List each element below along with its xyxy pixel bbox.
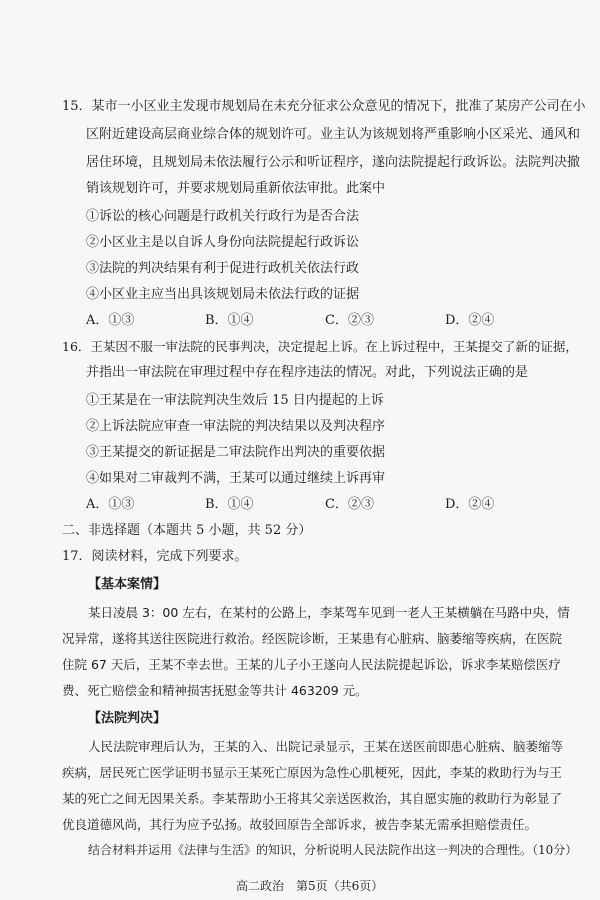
q16-item-1: ①王某是在一审法院判决生效后 15 日内提起的上诉 (86, 393, 384, 408)
q15-item-2: ②小区业主是以自诉人身份向法院提起行政诉讼 (86, 235, 360, 250)
q15-line-3: 居住环境，且规划局未依法履行公示和听证程序，遂向法院提起行政诉讼。法院判决撤 (86, 155, 581, 170)
q15-option-d: D．②④ (445, 313, 495, 328)
q16-item-2: ②上诉法院应审查一审法院的判决结果以及判决程序 (86, 419, 386, 434)
q16-option-c: C．②③ (325, 497, 374, 512)
q15-option-a: A．①③ (86, 313, 135, 328)
q15-item-4: ④小区业主应当出具该规划局未依法行政的证据 (86, 287, 360, 302)
q17-case-heading: 【基本案情】 (88, 577, 167, 592)
q17-case-line-4: 费、死亡赔偿金和精神损害抚慰金等共计 463209 元。 (62, 683, 368, 698)
q16-line-2: 并指出一审法院在审理过程中存在程序违法的情况。对此，下列说法正确的是 (86, 365, 529, 380)
q17-case-line-1: 某日凌晨 3：00 左右，在某村的公路上，李某驾车见到一老人王某横躺在马路中央，情 (88, 605, 570, 620)
q16-option-b: B．①④ (205, 497, 254, 512)
q17-judgment-line-1: 人民法院审理后认为，王某的入、出院记录显示，王某在送医前即患心脏病、脑萎缩等 (88, 739, 564, 754)
q17-judgment-line-4: 优良道德风尚，其行为应予弘扬。故驳回原告全部诉求，被告李某无需承担赔偿责任。 (62, 817, 538, 832)
q17-judgment-line-2: 疾病，居民死亡医学证明书显示王某死亡原因为急性心肌梗死，因此，李某的救助行为与王 (62, 765, 563, 780)
q15-line-4: 销该规划许可，并要求规划局重新依法审批。此案中 (86, 181, 386, 196)
q17-judgment-line-3: 某的死亡之间无因果关系。李某帮助小王将其父亲送医救治，其自愿实施的救助行为彰显了 (62, 791, 563, 806)
q17-case-line-2: 况异常，遂将其送往医院进行救治。经医院诊断，王某患有心脏病、脑萎缩等疾病，在医院 (62, 631, 563, 646)
q15-item-1: ①诉讼的核心问题是行政机关行政行为是否合法 (86, 209, 360, 224)
q16-option-a: A．①③ (86, 497, 135, 512)
q17-case-line-3: 住院 67 天后，王某不幸去世。王某的儿子小王遂向人民法院提起诉讼，诉求李某赔偿医疗 (62, 657, 561, 672)
q17-task: 结合材料并运用《法律与生活》的知识，分析说明人民法院作出这一判决的合理性。（10分） (88, 843, 578, 857)
page-footer: 高二政治 第5页（共6页） (236, 879, 384, 893)
q17-judgment-heading: 【法院判决】 (88, 711, 167, 726)
q16-item-4: ④如果对二审裁判不满，王某可以通过继续上诉再审 (86, 471, 386, 486)
q16-option-d: D．②④ (445, 497, 495, 512)
q16-line-1: 16．王某因不服一审法院的民事判决，决定提起上诉。在上诉过程中，王某提交了新的证据， (62, 339, 578, 354)
q16-item-3: ③王某提交的新证据是二审法院作出判决的重要依据 (86, 445, 386, 460)
q15-item-3: ③法院的判决结果有利于促进行政机关依法行政 (86, 261, 360, 276)
q15-option-b: B．①④ (205, 313, 254, 328)
q15-option-c: C．②③ (325, 313, 374, 328)
section-heading: 二、非选择题（本题共 5 小题，共 52 分） (62, 523, 312, 538)
q15-line-1: 15．某市一小区业主发现市规划局在未充分征求公众意见的情况下，批准了某房产公司在小 (62, 99, 586, 114)
q15-line-2: 区附近建设高层商业综合体的规划许可。业主认为该规划将严重影响小区采光、通风和 (86, 127, 581, 142)
q17-intro: 17．阅读材料，完成下列要求。 (62, 549, 248, 564)
